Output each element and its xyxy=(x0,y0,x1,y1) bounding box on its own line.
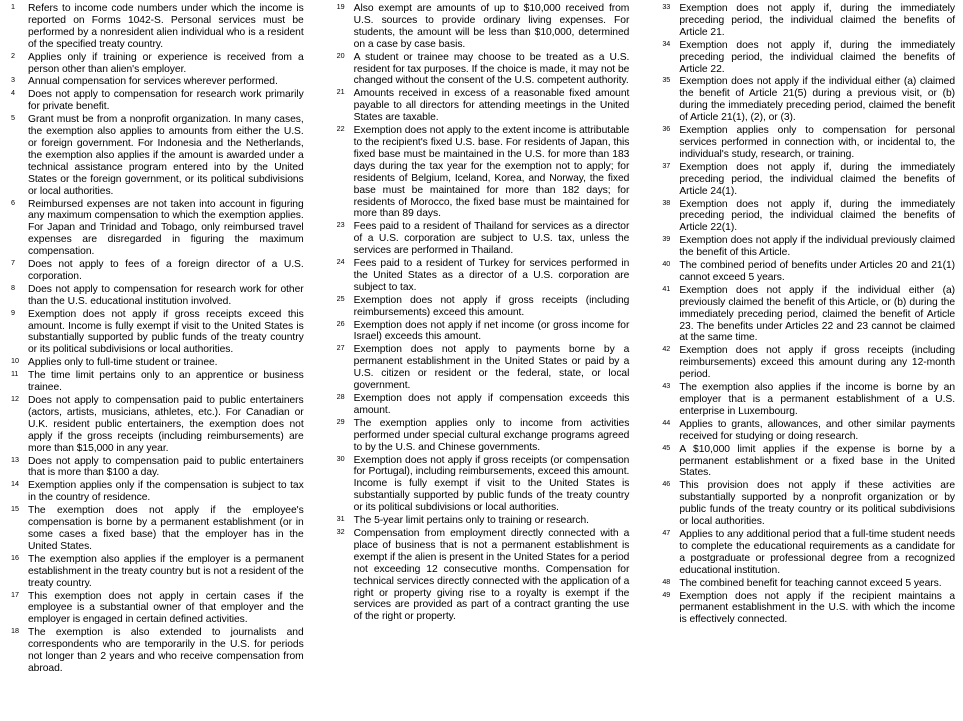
footnote-number: 8 xyxy=(11,282,15,292)
footnote-item xyxy=(8,554,304,590)
footnote-number: 29 xyxy=(336,416,345,426)
footnote-text: The exemption also applies if the income is borne by an employer that is a permanent establishment of a U.S. enterprise in Luxembourg. xyxy=(679,382,956,417)
footnote-number: 15 xyxy=(11,504,19,514)
footnote-number: 34 xyxy=(662,38,671,48)
footnote-item xyxy=(8,309,304,357)
footnote-text: The combined period of benefits under Articles 20 and 21(1) cannot exceed 5 years. xyxy=(679,260,956,283)
footnote-item xyxy=(334,528,630,623)
footnote-text: Reimbursed expenses are not taken into account in figuring any maximum compensation to which the exemption applies. For Japan and Trinidad and Tobago, only reimbursed travel expenses are disregarded in figuring the maximum compensation. xyxy=(28,198,304,258)
footnote-item xyxy=(334,221,630,257)
footnote-item xyxy=(8,505,304,553)
footnote-text: The exemption also applies if the employer is a permanent establishment in the treaty country but is not a resident of the treaty country. xyxy=(28,553,304,589)
footnote-text: Exemption applies only to compensation for personal services performed in connection with, or incidental to, the individual's study, research, or training. xyxy=(679,125,956,160)
footnote-column-1 xyxy=(8,3,304,721)
footnote-text: Exemption does not apply if the individual previously claimed the benefit of this Article. xyxy=(679,235,956,259)
footnote-item xyxy=(659,480,955,528)
footnote-item xyxy=(8,3,304,51)
footnote-text: Exemption does not apply to the extent income is attributable to the recipient's fixed U.S. base. For residents of Japan, this fixed base must be maintained in the U.S. for more than 183 days during the tax year for the exemption not to apply; for residents of Belgium, Iceland, Korea, and Norway, the fixed base must be maintained for more than 182 days; for residents of Morocco, the fixed base must be maintained for more than 89 days. xyxy=(353,125,630,220)
footnote-text: Does not apply to compensation paid to public entertainers (actors, artists, musicians, athletes, etc.). For Canadian or U.K. resident public entertainers, the exemption does not apply if the gross receipts (including reimbursements) are more than $15,000 in any year. xyxy=(28,395,304,454)
footnote-item xyxy=(8,114,304,197)
footnote-number: 21 xyxy=(336,87,345,97)
footnote-item xyxy=(8,284,304,308)
footnote-item xyxy=(659,3,955,39)
footnote-item xyxy=(8,591,304,627)
footnote-number: 18 xyxy=(11,626,19,636)
footnote-item xyxy=(334,295,630,319)
footnote-item xyxy=(659,125,955,161)
footnote-item xyxy=(659,40,955,76)
footnote-text: Exemption does not apply if compensation exceeds this amount. xyxy=(353,393,630,416)
footnote-item xyxy=(334,125,630,220)
footnote-item xyxy=(8,480,304,504)
footnote-number: 7 xyxy=(11,258,15,268)
footnote-item xyxy=(8,357,304,369)
footnote-number: 25 xyxy=(336,293,345,303)
footnote-number: 11 xyxy=(11,369,19,379)
footnote-number: 44 xyxy=(662,417,671,427)
footnote-text: Fees paid to a resident of Turkey for services performed in the United States as a director of a U.S. corporation are subject to tax. xyxy=(353,258,630,293)
footnote-item xyxy=(8,370,304,394)
footnote-number: 10 xyxy=(11,356,19,366)
footnote-item xyxy=(659,529,955,577)
footnote-item xyxy=(334,88,630,124)
footnote-text: Does not apply to compensation paid to public entertainers that is more than $100 a day. xyxy=(28,455,304,479)
footnote-column-3 xyxy=(659,3,955,721)
footnote-text: Exemption does not apply if, during the immediately preceding period, the individual claimed the benefits of Article 21. xyxy=(679,3,956,38)
footnote-text: Exemption does not apply if net income (or gross income for Israel) exceeds this amount. xyxy=(353,319,630,343)
footnote-text: Exemption does not apply if the recipient maintains a permanent establishment in the U.S. with which the income is effectively connected. xyxy=(679,590,956,626)
footnote-text: Amounts received in excess of a reasonable fixed amount payable to all directors for attending meetings in the United States are taxable. xyxy=(353,88,630,124)
footnote-text: Exemption applies only if the compensation is subject to tax in the country of residence. xyxy=(28,480,304,504)
footnote-number: 33 xyxy=(662,2,671,11)
footnote-number: 32 xyxy=(336,526,345,536)
footnote-item xyxy=(659,285,955,345)
footnote-item xyxy=(8,627,304,675)
footnote-number: 3 xyxy=(11,75,15,85)
footnote-text: This exemption does not apply in certain cases if the employee is a substantial owner of that employer and the employer is engaged in certain defined activities. xyxy=(28,590,304,626)
footnote-item xyxy=(8,456,304,480)
footnote-number: 1 xyxy=(11,2,15,11)
footnote-item xyxy=(659,591,955,627)
footnote-text: Also exempt are amounts of up to $10,000 received from U.S. sources to provide ordinary living expenses. For students, the amount will be less than $10,000, determined on a case by case basis. xyxy=(353,3,630,50)
footnote-number: 41 xyxy=(662,283,671,293)
footnote-item xyxy=(334,344,630,392)
footnote-item xyxy=(8,76,304,88)
footnote-item xyxy=(659,382,955,418)
footnote-text: Applies to any additional period that a full-time student needs to complete the educational requirements as a candidate for a postgraduate or professional degree from a recognized educational institution. xyxy=(679,528,956,576)
footnote-number: 17 xyxy=(11,589,19,599)
footnote-number: 4 xyxy=(11,88,15,98)
footnote-number: 42 xyxy=(662,344,671,354)
footnote-item xyxy=(8,89,304,113)
footnote-number: 19 xyxy=(336,2,345,11)
footnote-text: The exemption is also extended to journalists and correspondents who are temporarily in the U.S. for periods not longer than 2 years and who receive compensation from abroad. xyxy=(28,627,304,674)
footnote-text: Does not apply to compensation for research work primarily for private benefit. xyxy=(28,89,304,113)
footnote-number: 38 xyxy=(662,197,671,207)
footnote-item xyxy=(659,260,955,284)
footnote-item xyxy=(334,320,630,344)
footnote-text: Refers to income code numbers under which the income is reported on Forms 1042-S. Personal services must be performed by a nonresident alien individual who is a resident of the specified treaty country. xyxy=(28,3,304,50)
footnote-number: 45 xyxy=(662,442,671,452)
footnote-number: 40 xyxy=(662,259,671,269)
footnote-number: 13 xyxy=(11,454,19,464)
footnote-number: 47 xyxy=(662,527,671,537)
footnote-item xyxy=(8,259,304,283)
footnote-text: Exemption does not apply if, during the immediately preceding period, the individual claimed the benefits of Article 22(1). xyxy=(679,198,956,234)
footnote-number: 22 xyxy=(336,124,345,134)
footnote-number: 9 xyxy=(11,307,15,317)
footnote-number: 35 xyxy=(662,75,671,85)
footnote-text: The 5-year limit pertains only to training or research. xyxy=(353,515,589,527)
footnote-text: Exemption does not apply if, during the immediately preceding period, the individual claimed the benefits of Article 22. xyxy=(679,39,956,75)
footnote-item xyxy=(659,345,955,381)
footnote-text: Annual compensation for services wherever performed. xyxy=(28,76,278,88)
footnote-text: Applies to grants, allowances, and other similar payments received for studying or doing research. xyxy=(679,418,956,442)
footnote-item xyxy=(334,393,630,417)
footnote-number: 28 xyxy=(336,392,345,401)
footnote-number: 27 xyxy=(336,343,345,353)
footnote-number: 20 xyxy=(336,50,345,60)
footnote-number: 31 xyxy=(336,514,345,524)
footnote-text: The exemption does not apply if the employee's compensation is borne by a permanent establishment (or in some cases a fixed base) that the employer has in the United States. xyxy=(28,505,304,552)
footnote-number: 16 xyxy=(11,552,19,562)
footnote-text: The time limit pertains only to an apprentice or business trainee. xyxy=(28,370,304,394)
footnote-item xyxy=(334,3,630,51)
footnote-item xyxy=(8,52,304,76)
footnote-number: 43 xyxy=(662,381,671,391)
footnote-text: Exemption does not apply if the individual either (a) previously claimed the benefit of this Article, or (b) during the immediately preceding period, claimed the benefit of Article 23. The benefits under Articles 22 and 23 cannot be claimed at the same time. xyxy=(679,284,956,344)
footnote-text: Compensation from employment directly connected with a place of business that is not a permanent establishment is exempt if the alien is present in the United States for a period not exceeding 12 consecutive months. Compensation for technical services directly connected with the application of a right or property giving rise to a royalty is exempt if the services are provided as part of a contract granting the use of the right or property. xyxy=(353,527,630,623)
footnote-number: 23 xyxy=(336,220,345,230)
footnote-text: The combined benefit for teaching cannot exceed 5 years. xyxy=(679,577,942,589)
footnote-item xyxy=(659,76,955,124)
footnote-text: Exemption does not apply if gross receipts exceed this amount. Income is fully exempt if visit to the United States is substantially supported by public funds of the treaty country or its political subdivisions or local authorities. xyxy=(28,308,304,356)
footnote-text: The exemption applies only to income from activities performed under special cultural exchange programs agreed to by the U.S. and Chinese governments. xyxy=(353,417,630,453)
footnote-item xyxy=(659,419,955,443)
footnote-number: 12 xyxy=(11,394,19,403)
footnote-item xyxy=(334,258,630,294)
footnote-number: 6 xyxy=(11,197,15,207)
footnote-item xyxy=(334,52,630,88)
footnote-text: This provision does not apply if these activities are substantially supported by a nonprofit organization or by public funds of the treaty country or its political subdivisions or local authorities. xyxy=(679,480,956,528)
footnote-column-2 xyxy=(334,3,630,721)
footnote-number: 46 xyxy=(662,479,671,489)
footnote-text: Exemption does not apply if the individual either (a) claimed the benefit of Article 21(5) during a previous visit, or (b) during the immediately preceding period, claimed the benefit of Article 21(1), (2), or (3). xyxy=(679,76,956,124)
footnote-text: Applies only to full-time student or trainee. xyxy=(28,357,218,369)
footnote-number: 14 xyxy=(11,479,19,489)
footnote-number: 36 xyxy=(662,124,671,134)
footnote-item xyxy=(8,199,304,259)
footnote-number: 49 xyxy=(662,589,671,599)
footnote-text: Exemption does not apply if, during the immediately preceding period, the individual claimed the benefits of Article 24(1). xyxy=(679,161,956,197)
footnote-text: A $10,000 limit applies if the expense is borne by a permanent establishment or a fixed base in the United States. xyxy=(679,443,956,479)
footnote-item xyxy=(8,395,304,455)
footnote-text: Fees paid to a resident of Thailand for services as a director of a U.S. corporation are subject to U.S. tax, unless the services are performed in Thailand. xyxy=(353,221,630,257)
footnote-number: 39 xyxy=(662,234,671,244)
footnote-number: 2 xyxy=(11,50,15,60)
footnote-number: 48 xyxy=(662,576,671,586)
footnote-text: Applies only if training or experience is received from a person other than alien's employer. xyxy=(28,51,304,75)
footnote-text: Grant must be from a nonprofit organization. In many cases, the exemption also applies to amounts from either the U.S. or foreign government. For Indonesia and the Netherlands, the exemption also applies if the amount is awarded under a technical assistance program entered into by the United States or the foreign government, or its political subdivisions or local authorities. xyxy=(28,114,304,197)
footnote-text: Exemption does not apply to payments borne by a permanent establishment in the United States or paid by a U.S. citizen or resident or the federal, state, or local government. xyxy=(353,344,630,392)
footnote-text: Exemption does not apply if gross receipts (including reimbursements) exceed this amount. xyxy=(353,294,630,318)
footnote-item xyxy=(334,418,630,454)
footnote-text: Exemption does not apply if gross receipts (including reimbursements) exceed this amount during any 12-month period. xyxy=(679,345,956,381)
footnote-text: Does not apply to compensation for research work for other than the U.S. educational institution involved. xyxy=(28,283,304,307)
footnote-text: A student or trainee may choose to be treated as a U.S. resident for tax purposes. If the choice is made, it may not be changed without the consent of the U.S. competent authority. xyxy=(353,51,630,87)
footnote-number: 37 xyxy=(662,160,671,170)
footnote-item xyxy=(659,199,955,235)
footnote-item xyxy=(659,162,955,198)
footnote-text: Does not apply to fees of a foreign director of a U.S. corporation. xyxy=(28,259,304,282)
footnote-number: 5 xyxy=(11,113,15,123)
footnote-item xyxy=(334,455,630,515)
footnote-item xyxy=(334,515,630,527)
footnote-item xyxy=(659,578,955,590)
footnote-item xyxy=(659,444,955,480)
footnote-item xyxy=(659,235,955,259)
footnote-number: 24 xyxy=(336,257,345,267)
footnote-number: 30 xyxy=(336,453,345,463)
footnote-text: Exemption does not apply if gross receipts (or compensation for Portugal), including reimbursements, exceed this amount. Income is fully exempt if visit to the United States is substantially supported by public funds of the treaty country or its political subdivisions or local authorities. xyxy=(353,454,630,514)
footnote-number: 26 xyxy=(336,318,345,328)
